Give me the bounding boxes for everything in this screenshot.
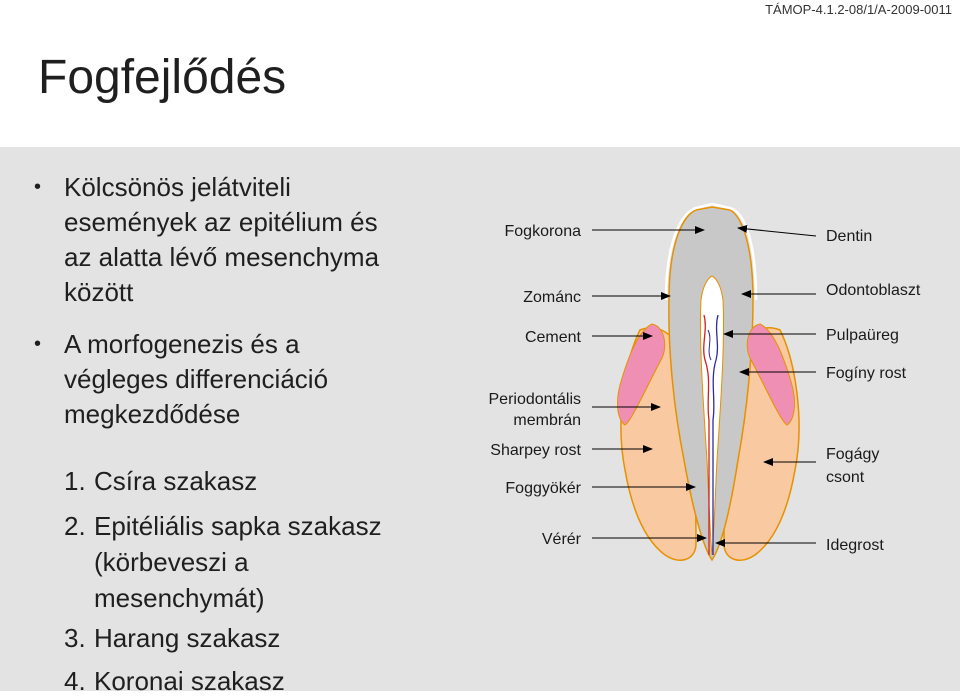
label-periodontalis: membrán (513, 412, 581, 429)
stage-text: Epitéliális sapka szakasz (94, 511, 382, 541)
label-pulpaureg: Pulpaüreg (826, 327, 899, 344)
label-fogagy: csont (826, 469, 865, 486)
bullet-line: Kölcsönös jelátviteli (64, 172, 291, 202)
bullet-line: A morfogenezis és a (64, 329, 300, 359)
stage-number: 4. (64, 666, 86, 696)
tooth-diagram (460, 195, 960, 595)
label-verer: Vérér (541, 531, 581, 548)
label-fogagy: Fogágy (826, 446, 880, 463)
label-dentin: Dentin (826, 228, 873, 245)
label-odontoblaszt: Odontoblaszt (826, 282, 921, 299)
label-fogkorona: Fogkorona (504, 223, 581, 240)
project-code: TÁMOP-4.1.2-08/1/A-2009-0011 (765, 2, 952, 17)
bullet-line: megkezdődése (64, 399, 241, 429)
page-title: Fogfejlődés (38, 51, 287, 104)
label-foginy: Fogíny rost (826, 365, 907, 382)
stage-text: Koronai szakasz (94, 666, 285, 696)
bullet-icon: • (34, 176, 42, 198)
bullet-icon: • (34, 333, 42, 355)
stage-number: 3. (64, 623, 86, 653)
bullet-line: között (64, 277, 134, 307)
label-idegrost: Idegrost (826, 537, 884, 554)
label-zomanc: Zománc (523, 289, 581, 306)
label-foggyoker: Foggyökér (505, 480, 581, 497)
stage-text: (körbeveszi a (94, 547, 249, 577)
bullet-line: végleges differenciáció (64, 364, 329, 394)
label-sharpey: Sharpey rost (490, 442, 581, 459)
bullet-line: az alatta lévő mesenchyma (64, 242, 380, 272)
label-cement: Cement (524, 329, 581, 346)
stage-text: Csíra szakasz (94, 466, 258, 496)
stage-text: Harang szakasz (94, 623, 281, 653)
stage-text: mesenchymát) (94, 583, 265, 613)
stage-number: 2. (64, 511, 86, 541)
bullet-line: események az epitélium és (64, 207, 378, 237)
stage-number: 1. (64, 466, 86, 496)
label-periodontalis: Periodontális (488, 391, 581, 408)
